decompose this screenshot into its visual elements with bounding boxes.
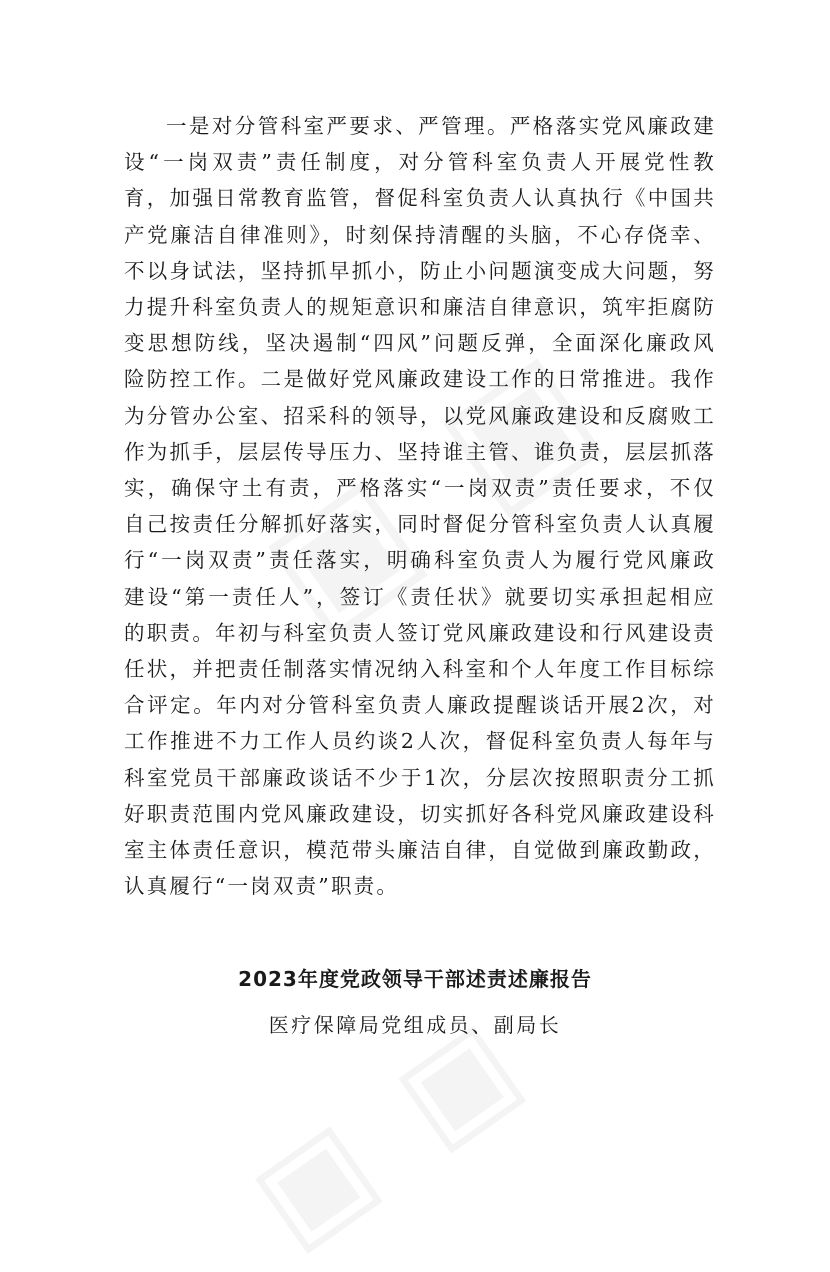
report-subtitle: 医疗保障局党组成员、副局长 — [268, 1013, 562, 1037]
report-title: 2023年度党政领导干部述责述廉报告 — [238, 967, 592, 991]
body-paragraph: 一是对分管科室严要求、严管理。严格落实党风廉政建设“一岗双责”责任制度，对分管科室负责人开展党性教育，加强日常教育监管，督促科室负责人认真执行《中国共产党廉洁自律准则》，时刻保持清醒的头脑，不心存侥幸、不以身试法，坚持抓早抓小，防止小问题演变成大问题，努力提升科室负责人的规矩意识和廉洁自律意识，筑牢拒腐防变思想防线，坚决遏制“四风”问题反弹，全面深化廉政风险防控工作。二是做好党风廉政建设工作的日常推进。我作为分管办公室、招采科的领导，以党风廉政建设和反腐败工作为抓手，层层传导压力、坚持谁主管、谁负责，层层抓落实，确保守土有责，严格落实“一岗双责”责任要求，不仅自己按责任分解抓好落实，同时督促分管科室负责人认真履行“一岗双责”责任落实，明确科室负责人为履行党风廉政建设“第一责任人”，签订《责任状》就要切实承担起相应的职责。年初与科室负责人签订党风廉政建设和行风建设责任状，并把责任制落实情况纳入科室和个人年度工作目标综合评定。年内对分管科室负责人廉政提醒谈话开展2次，对工作推进不力工作人员约谈2人次，督促科室负责人每年与科室党员干部廉政谈话不少于1次，分层次按照职责分工抓好职责范围内党风廉政建设，切实抓好各科党风廉政建设科室主体责任意识，模范带头廉洁自律，自觉做到廉政勤政，认真履行“一岗双责”职责。 — [124, 114, 716, 899]
